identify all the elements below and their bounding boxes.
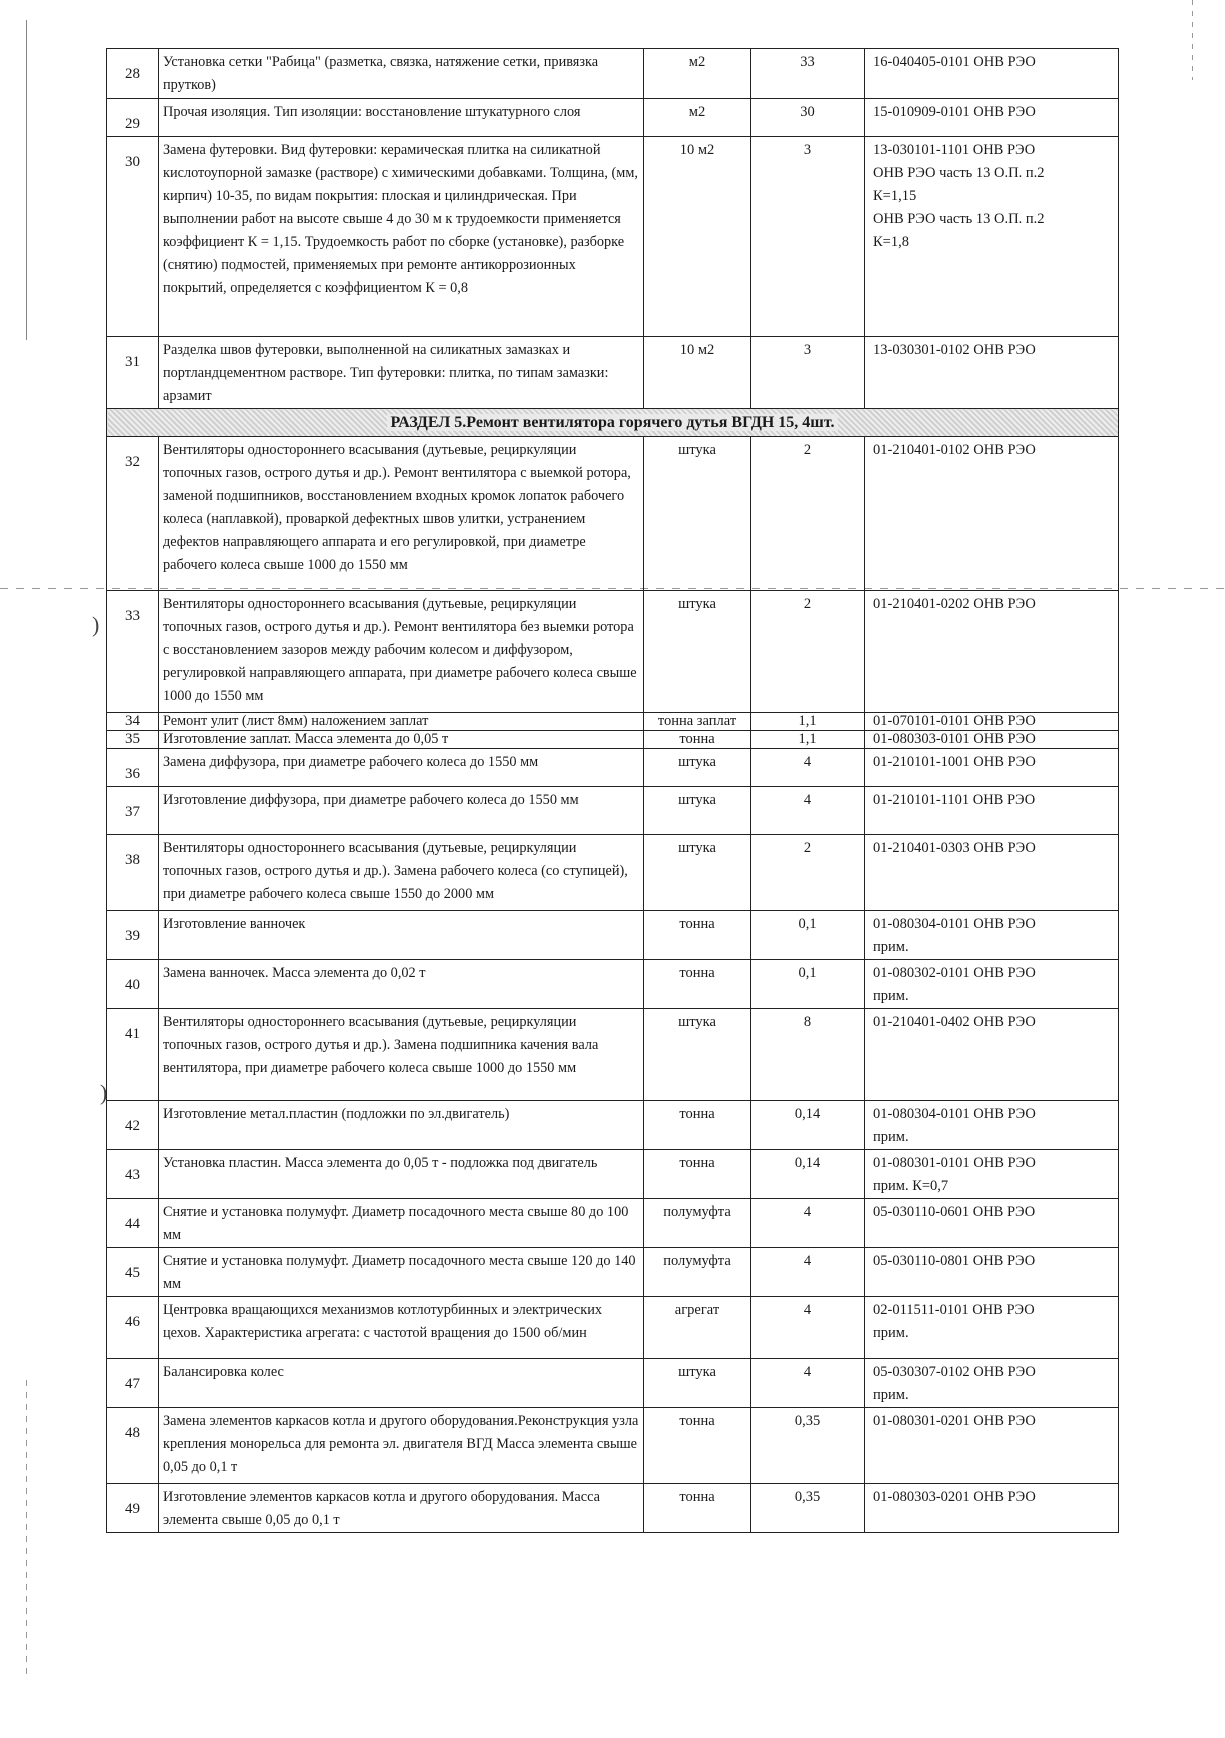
- row-description: Замена элементов каркасов котла и другого оборудования.Реконструкция узла крепления монорельса для ремонта эл. двигателя ВГД Масса элемента свыше 0,05 до 0,1 т: [159, 1408, 644, 1484]
- table-row: [107, 911, 1119, 960]
- row-description: Замена диффузора, при диаметре рабочего колеса до 1550 мм: [159, 749, 644, 787]
- section-header: [107, 409, 1119, 437]
- row-quantity: 2: [751, 591, 865, 713]
- table-row: [107, 49, 1119, 99]
- table-row: [107, 1101, 1119, 1150]
- row-number: 30: [107, 137, 159, 337]
- row-norm-code: 01-070101-0101 ОНВ РЭО: [865, 713, 1119, 731]
- row-quantity: 4: [751, 1297, 865, 1359]
- row-norm-code: 01-080301-0101 ОНВ РЭО прим. К=0,7: [865, 1150, 1119, 1199]
- row-unit: 10 м2: [644, 137, 751, 337]
- table-row: [107, 99, 1119, 137]
- row-unit: тонна: [644, 911, 751, 960]
- row-norm-code: 01-080303-0201 ОНВ РЭО: [865, 1484, 1119, 1533]
- row-unit: тонна: [644, 1150, 751, 1199]
- row-quantity: 30: [751, 99, 865, 137]
- row-description: Вентиляторы одностороннего всасывания (дутьевые, рециркуляции топочных газов, острого дутья и др.). Замена рабочего колеса (со ступицей), при диаметре рабочего колеса свыше 1550 до 2000 мм: [159, 835, 644, 911]
- section-title-cell: [107, 409, 1119, 437]
- row-norm-code: 01-210101-1001 ОНВ РЭО: [865, 749, 1119, 787]
- row-unit: полумуфта: [644, 1248, 751, 1297]
- row-quantity: 0,14: [751, 1150, 865, 1199]
- row-description: Изготовление заплат. Масса элемента до 0,05 т: [159, 731, 644, 749]
- row-number: 46: [107, 1297, 159, 1359]
- row-description: Разделка швов футеровки, выполненной на силикатных замазках и портландцементном растворе. Тип футеровки: плитка, по типам замазки: арзамит: [159, 337, 644, 409]
- row-description: Замена ванночек. Масса элемента до 0,02 т: [159, 960, 644, 1009]
- table-row: [107, 1150, 1119, 1199]
- row-number: 38: [107, 835, 159, 911]
- row-unit: штука: [644, 835, 751, 911]
- row-unit: тонна заплат: [644, 713, 751, 731]
- row-number: 31: [107, 337, 159, 409]
- row-unit: 10 м2: [644, 337, 751, 409]
- row-description: Замена футеровки. Вид футеровки: керамическая плитка на силикатной кислотоупорной замазке (растворе) с химическими добавками. Толщина, (мм, кирпич) 10-35, по видам покрытия: плоская и цилиндрическая. При выполнении работ на высоте свыше 4 до 30 м к трудоемкости применяется коэффициент К = 1,15. Трудоемкость работ по сборке (установке), разборке (снятию) подмостей, применяемых при ремонте антикоррозионных покрытий, определяется с коэффициентом К = 0,8: [159, 137, 644, 337]
- row-quantity: 0,1: [751, 960, 865, 1009]
- row-number: 43: [107, 1150, 159, 1199]
- row-description: Изготовление ванночек: [159, 911, 644, 960]
- row-quantity: 1,1: [751, 713, 865, 731]
- row-number: 32: [107, 437, 159, 591]
- row-number: 39: [107, 911, 159, 960]
- row-norm-code: 01-080301-0201 ОНВ РЭО: [865, 1408, 1119, 1484]
- row-description: Изготовление метал.пластин (подложки по эл.двигатель): [159, 1101, 644, 1150]
- section-row: [107, 409, 1119, 437]
- row-unit: м2: [644, 49, 751, 99]
- row-quantity: 3: [751, 337, 865, 409]
- row-description: Прочая изоляция. Тип изоляции: восстановление штукатурного слоя: [159, 99, 644, 137]
- table-row: [107, 1484, 1119, 1533]
- row-description: Вентиляторы одностороннего всасывания (дутьевые, рециркуляции топочных газов, острого дутья и др.). Замена подшипника качения вала вентилятора, при диаметре рабочего колеса свыше 1000 до 1550 мм: [159, 1009, 644, 1101]
- row-unit: штука: [644, 437, 751, 591]
- table-row: [107, 1248, 1119, 1297]
- row-norm-code: 01-080303-0101 ОНВ РЭО: [865, 731, 1119, 749]
- row-quantity: 4: [751, 1199, 865, 1248]
- row-quantity: 33: [751, 49, 865, 99]
- table-row: [107, 1009, 1119, 1101]
- table-row: [107, 749, 1119, 787]
- table-row: [107, 835, 1119, 911]
- row-description: Установка сетки "Рабица" (разметка, связка, натяжение сетки, привязка прутков): [159, 49, 644, 99]
- row-description: Центровка вращающихся механизмов котлотурбинных и электрических цехов. Характеристика агрегата: с частотой вращения до 1500 об/мин: [159, 1297, 644, 1359]
- row-description: Снятие и установка полумуфт. Диаметр посадочного места свыше 80 до 100 мм: [159, 1199, 644, 1248]
- row-norm-code: 01-210101-1101 ОНВ РЭО: [865, 787, 1119, 835]
- row-unit: тонна: [644, 731, 751, 749]
- row-description: Вентиляторы одностороннего всасывания (дутьевые, рециркуляции топочных газов, острого дутья и др.). Ремонт вентилятора с выемкой ротора, заменой подшипников, восстановлением входных кромок лопаток рабочего колеса (наплавкой), проваркой дефектных швов улитки, устранением дефектов направляющего аппарата и его регулировкой, при диаметре рабочего колеса свыше 1000 до 1550 мм: [159, 437, 644, 591]
- table-row: [107, 591, 1119, 713]
- row-number: 29: [107, 99, 159, 137]
- row-quantity: 0,14: [751, 1101, 865, 1150]
- row-quantity: 0,35: [751, 1408, 865, 1484]
- row-norm-code: 16-040405-0101 ОНВ РЭО: [865, 49, 1119, 99]
- row-number: 40: [107, 960, 159, 1009]
- row-unit: тонна: [644, 1101, 751, 1150]
- row-description: Установка пластин. Масса элемента до 0,05 т - подложка под двигатель: [159, 1150, 644, 1199]
- table-row: [107, 960, 1119, 1009]
- row-quantity: 4: [751, 787, 865, 835]
- row-quantity: 8: [751, 1009, 865, 1101]
- left-margin-line: [26, 20, 27, 340]
- table-row: [107, 337, 1119, 409]
- row-number: 47: [107, 1359, 159, 1408]
- table-row: [107, 787, 1119, 835]
- row-quantity: 4: [751, 749, 865, 787]
- table-row: [107, 1297, 1119, 1359]
- row-quantity: 0,1: [751, 911, 865, 960]
- row-number: 36: [107, 749, 159, 787]
- row-number: 49: [107, 1484, 159, 1533]
- row-unit: агрегат: [644, 1297, 751, 1359]
- row-unit: тонна: [644, 960, 751, 1009]
- row-norm-code: 05-030307-0102 ОНВ РЭО прим.: [865, 1359, 1119, 1408]
- row-norm-code: 05-030110-0601 ОНВ РЭО: [865, 1199, 1119, 1248]
- row-description: Балансировка колес: [159, 1359, 644, 1408]
- row-unit: штука: [644, 749, 751, 787]
- estimate-table: [106, 48, 1119, 1533]
- table-body-before: [107, 49, 1119, 409]
- hole-mark-upper: ): [92, 612, 100, 637]
- right-margin-dashes: [1192, 0, 1193, 80]
- row-number: 42: [107, 1101, 159, 1150]
- row-unit: штука: [644, 591, 751, 713]
- row-description: Изготовление элементов каркасов котла и другого оборудования. Масса элемента свыше 0,05 до 0,1 т: [159, 1484, 644, 1533]
- row-quantity: 4: [751, 1248, 865, 1297]
- row-norm-code: 01-080302-0101 ОНВ РЭО прим.: [865, 960, 1119, 1009]
- table-row: [107, 1199, 1119, 1248]
- row-unit: штука: [644, 1359, 751, 1408]
- row-quantity: 4: [751, 1359, 865, 1408]
- row-number: 35: [107, 731, 159, 749]
- row-quantity: 2: [751, 437, 865, 591]
- row-number: 34: [107, 713, 159, 731]
- row-number: 41: [107, 1009, 159, 1101]
- row-number: 37: [107, 787, 159, 835]
- table-row: [107, 137, 1119, 337]
- row-norm-code: 01-210401-0303 ОНВ РЭО: [865, 835, 1119, 911]
- row-norm-code: 01-210401-0202 ОНВ РЭО: [865, 591, 1119, 713]
- row-number: 48: [107, 1408, 159, 1484]
- table-row: [107, 713, 1119, 731]
- row-description: Ремонт улит (лист 8мм) наложением заплат: [159, 713, 644, 731]
- row-norm-code: 05-030110-0801 ОНВ РЭО: [865, 1248, 1119, 1297]
- row-norm-code: 13-030101-1101 ОНВ РЭО ОНВ РЭО часть 13 О.П. п.2 К=1,15 ОНВ РЭО часть 13 О.П. п.2 К=1,8: [865, 137, 1119, 337]
- hole-mark-lower: ): [100, 1080, 108, 1105]
- row-norm-code: 13-030301-0102 ОНВ РЭО: [865, 337, 1119, 409]
- row-norm-code: 01-080304-0101 ОНВ РЭО прим.: [865, 911, 1119, 960]
- row-number: 45: [107, 1248, 159, 1297]
- row-description: Вентиляторы одностороннего всасывания (дутьевые, рециркуляции топочных газов, острого дутья и др.). Ремонт вентилятора без выемки ротора с восстановлением зазоров между рабочим колесом и диффузором, регулировкой направляющего аппарата, при диаметре рабочего колеса свыше 1000 до 1550 мм: [159, 591, 644, 713]
- table-row: [107, 731, 1119, 749]
- table-row: [107, 1359, 1119, 1408]
- row-quantity: 3: [751, 137, 865, 337]
- row-description: Снятие и установка полумуфт. Диаметр посадочного места свыше 120 до 140 мм: [159, 1248, 644, 1297]
- row-number: 33: [107, 591, 159, 713]
- table-body-after: [107, 437, 1119, 1533]
- section-title: РАЗДЕЛ 5.Ремонт вентилятора горячего дутья ВГДН 15, 4шт.: [387, 414, 839, 431]
- row-quantity: 0,35: [751, 1484, 865, 1533]
- row-unit: тонна: [644, 1408, 751, 1484]
- row-quantity: 1,1: [751, 731, 865, 749]
- table-row: [107, 437, 1119, 591]
- row-norm-code: 15-010909-0101 ОНВ РЭО: [865, 99, 1119, 137]
- row-number: 28: [107, 49, 159, 99]
- row-description: Изготовление диффузора, при диаметре рабочего колеса до 1550 мм: [159, 787, 644, 835]
- row-norm-code: 01-080304-0101 ОНВ РЭО прим.: [865, 1101, 1119, 1150]
- row-unit: штука: [644, 787, 751, 835]
- left-margin-dashes: [26, 1380, 27, 1680]
- row-quantity: 2: [751, 835, 865, 911]
- row-norm-code: 01-210401-0102 ОНВ РЭО: [865, 437, 1119, 591]
- row-norm-code: 02-011511-0101 ОНВ РЭО прим.: [865, 1297, 1119, 1359]
- row-unit: м2: [644, 99, 751, 137]
- row-unit: штука: [644, 1009, 751, 1101]
- row-norm-code: 01-210401-0402 ОНВ РЭО: [865, 1009, 1119, 1101]
- row-unit: полумуфта: [644, 1199, 751, 1248]
- row-number: 44: [107, 1199, 159, 1248]
- table-row: [107, 1408, 1119, 1484]
- row-unit: тонна: [644, 1484, 751, 1533]
